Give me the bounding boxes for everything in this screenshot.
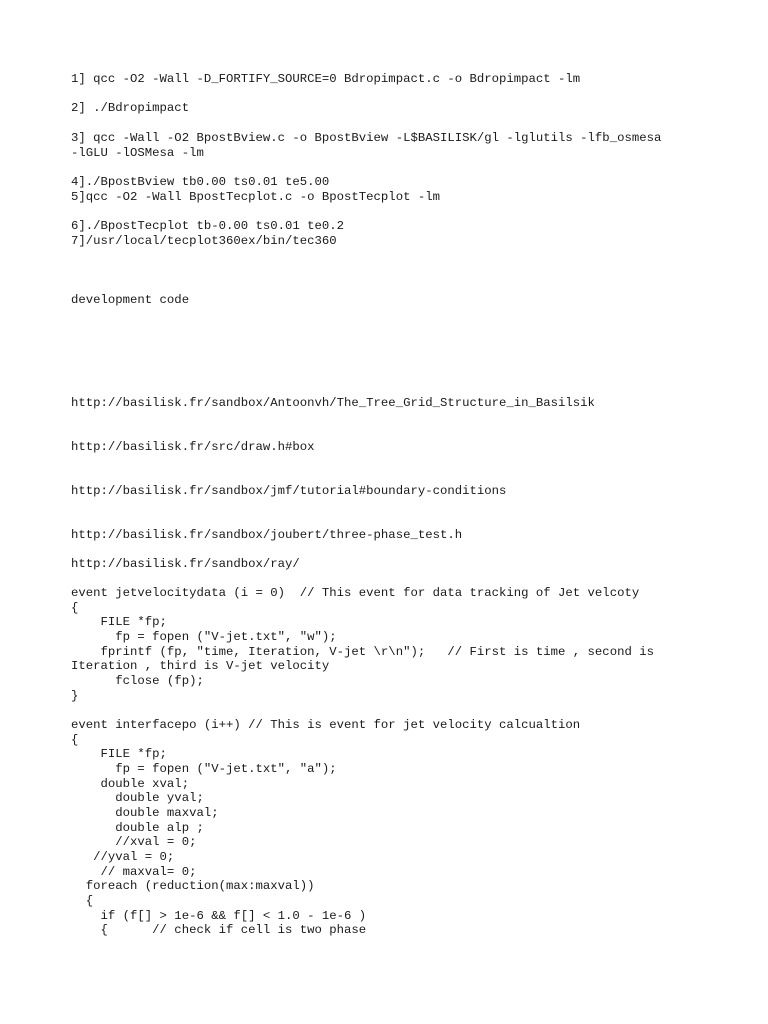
code-line: fclose (fp); <box>71 674 204 688</box>
code-line: foreach (reduction(max:maxval)) <box>71 879 315 893</box>
code-line: double alp ; <box>71 821 204 835</box>
code-line: double yval; <box>71 791 204 805</box>
command-line-7: 7]/usr/local/tecplot360ex/bin/tec360 <box>71 234 337 248</box>
url-line: http://basilisk.fr/sandbox/Antoonvh/The_Tree_Grid_Structure_in_Basilsik <box>71 396 595 410</box>
code-line: if (f[] > 1e-6 && f[] < 1.0 - 1e-6 ) <box>71 909 367 923</box>
code-line: Iteration , third is V-jet velocity <box>71 659 330 673</box>
code-line: fp = fopen ("V-jet.txt", "a"); <box>71 762 337 776</box>
code-line: double maxval; <box>71 806 219 820</box>
code-line: fp = fopen ("V-jet.txt", "w"); <box>71 630 337 644</box>
code-line: FILE *fp; <box>71 747 167 761</box>
code-line: double xval; <box>71 777 190 791</box>
code-line: { <box>71 733 79 747</box>
command-line-4: 4]./BpostBview tb0.00 ts0.01 te5.00 <box>71 175 330 189</box>
url-line: http://basilisk.fr/sandbox/joubert/three-phase_test.h <box>71 528 463 542</box>
code-line: event interfacepo (i++) // This is event for jet velocity calcualtion <box>71 718 581 732</box>
code-line: fprintf (fp, "time, Iteration, V-jet \r\n"); // First is time , second is <box>71 645 654 659</box>
code-line: FILE *fp; <box>71 615 167 629</box>
code-line: { // check if cell is two phase <box>71 923 367 937</box>
code-line: event jetvelocitydata (i = 0) // This event for data tracking of Jet velcoty <box>71 586 640 600</box>
code-line: //yval = 0; <box>71 850 175 864</box>
command-line-2: 2] ./Bdropimpact <box>71 101 190 115</box>
url-line: http://basilisk.fr/src/draw.h#box <box>71 440 315 454</box>
code-line: } <box>71 689 79 703</box>
command-line-3-cont: -lGLU -lOSMesa -lm <box>71 146 204 160</box>
command-line-1: 1] qcc -O2 -Wall -D_FORTIFY_SOURCE=0 Bdropimpact.c -o Bdropimpact -lm <box>71 72 581 86</box>
code-line: //xval = 0; <box>71 835 197 849</box>
code-line: { <box>71 894 94 908</box>
url-line: http://basilisk.fr/sandbox/ray/ <box>71 557 300 571</box>
code-line: { <box>71 601 79 615</box>
section-heading: development code <box>71 293 190 307</box>
command-line-3: 3] qcc -Wall -O2 BpostBview.c -o BpostBview -L$BASILISK/gl -lglutils -lfb_osmesa <box>71 131 662 145</box>
code-line: // maxval= 0; <box>71 865 197 879</box>
command-line-5: 5]qcc -O2 -Wall BpostTecplot.c -o BpostTecplot -lm <box>71 190 440 204</box>
url-line: http://basilisk.fr/sandbox/jmf/tutorial#boundary-conditions <box>71 484 507 498</box>
command-line-6: 6]./BpostTecplot tb-0.00 ts0.01 te0.2 <box>71 219 345 233</box>
